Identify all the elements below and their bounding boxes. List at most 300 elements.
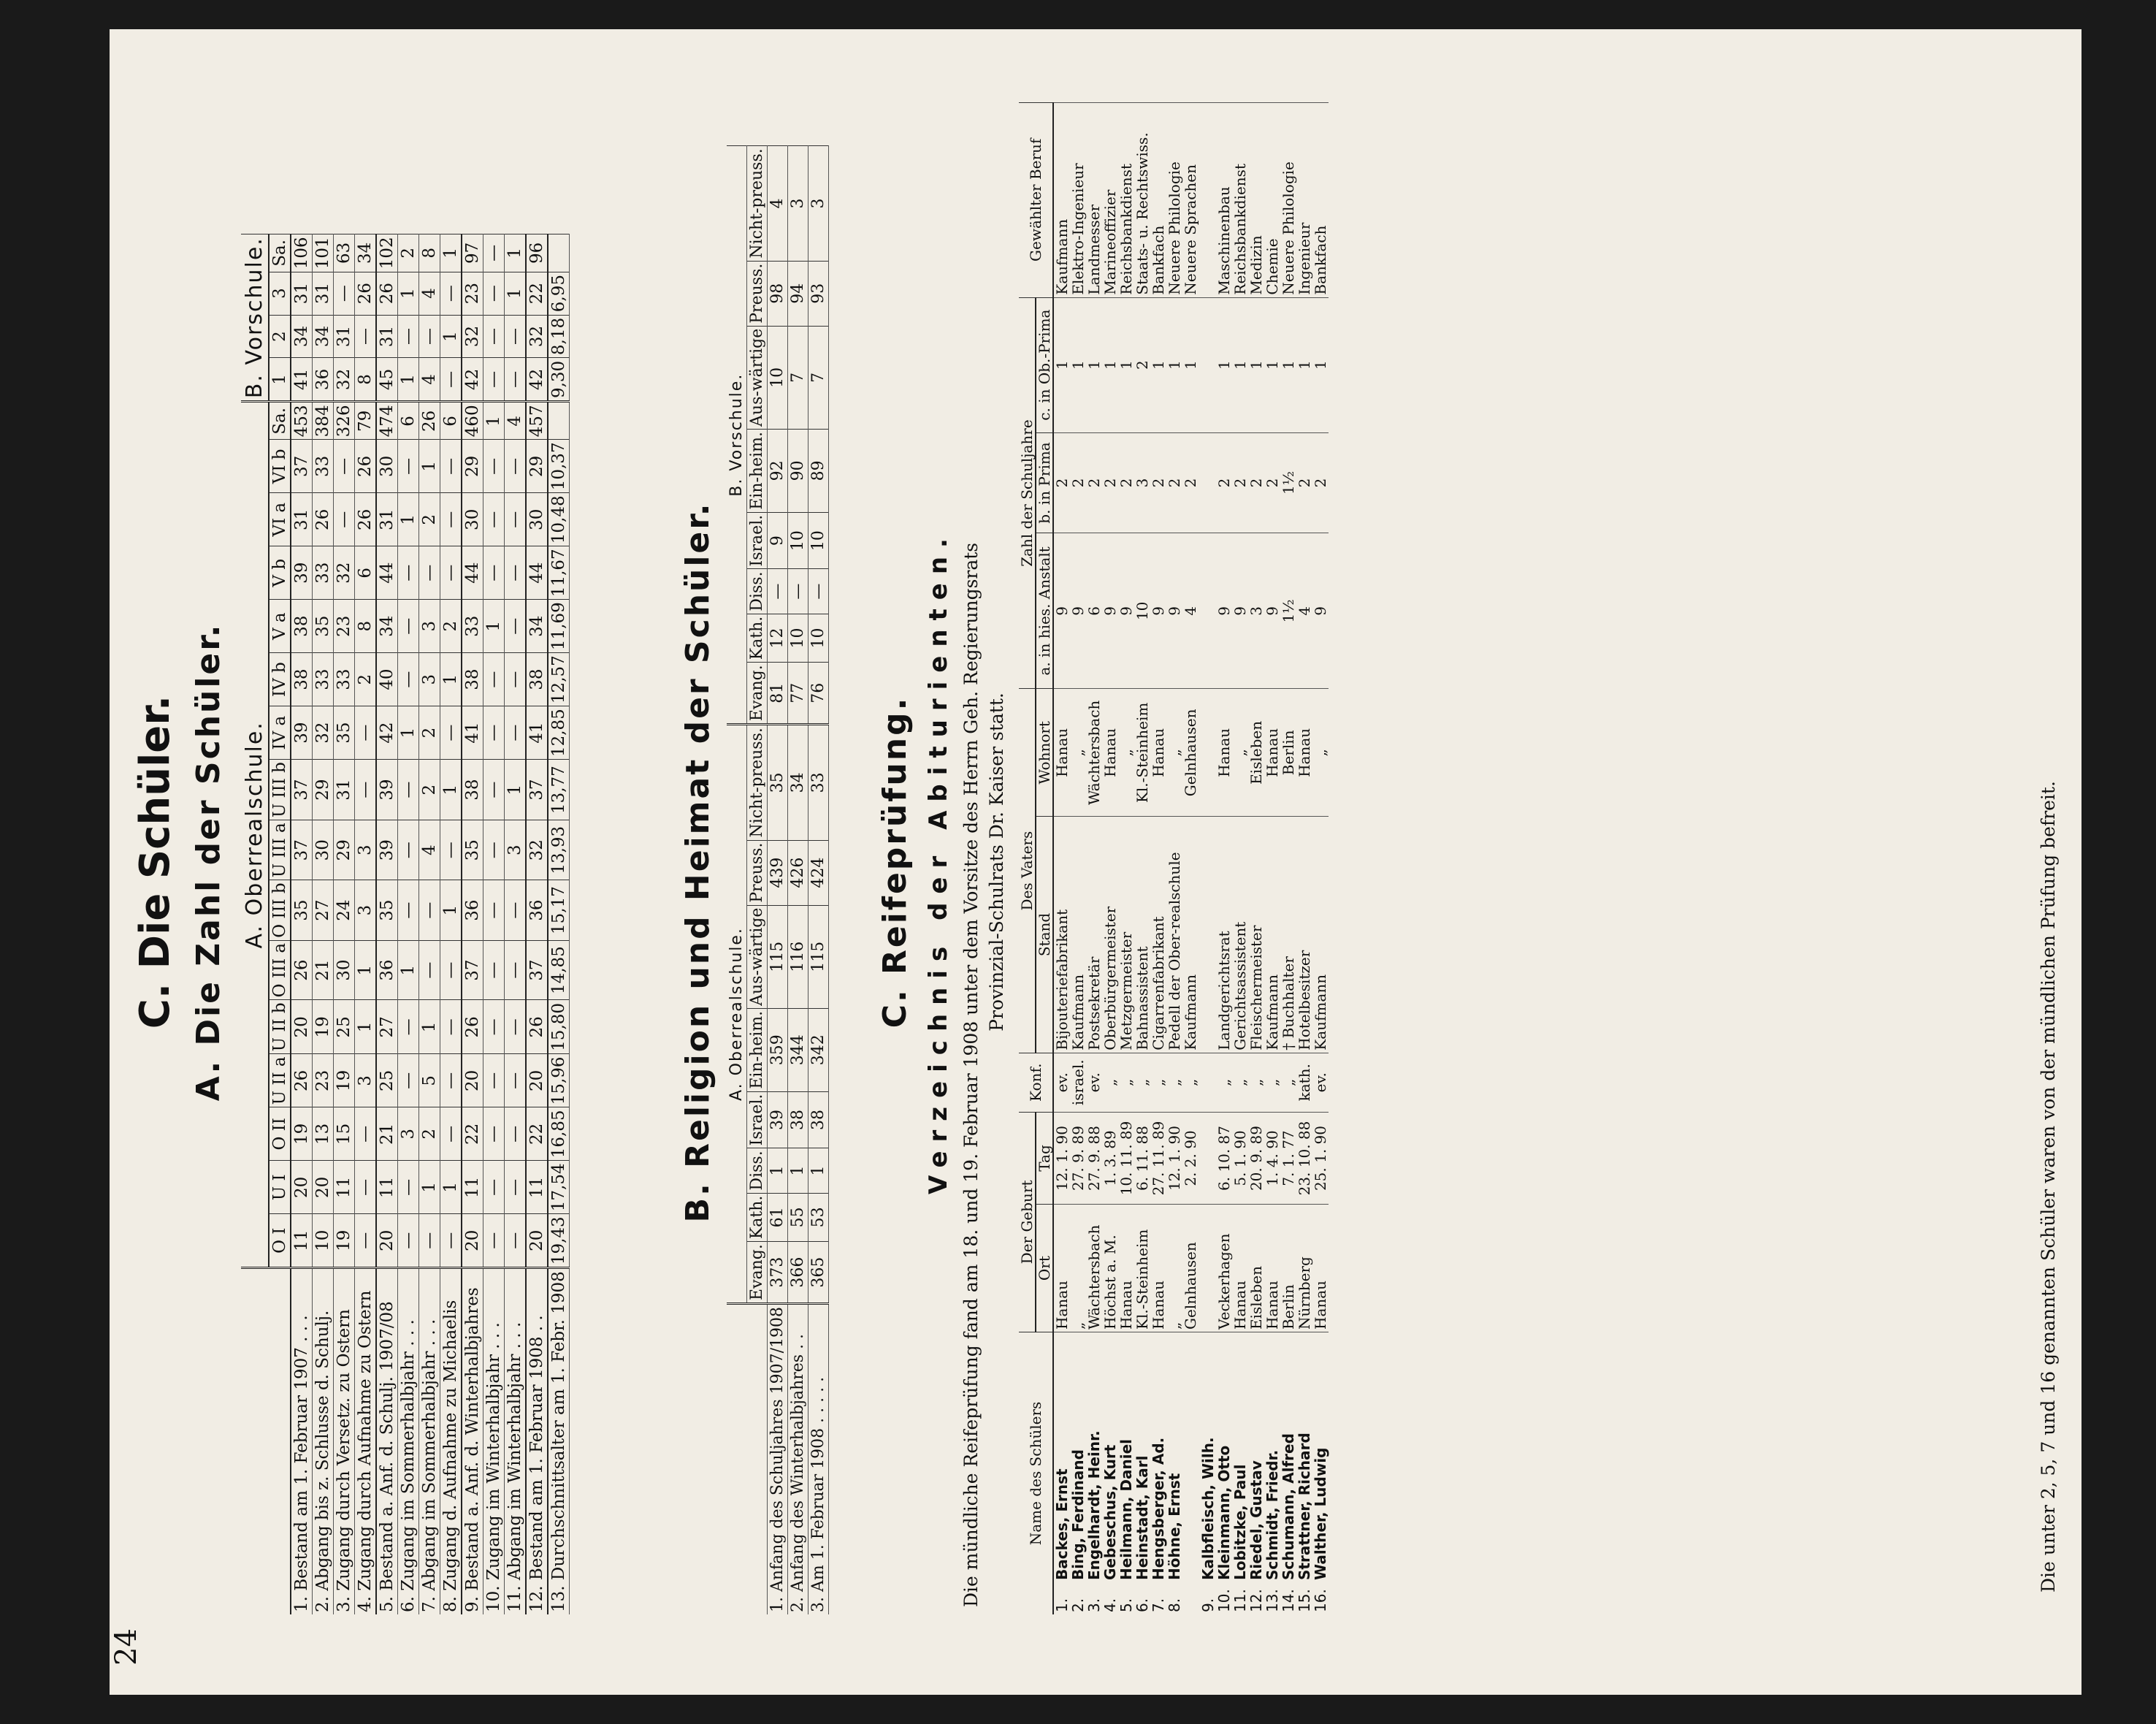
cell: — — [355, 1214, 377, 1268]
cell: 3 — [419, 653, 440, 706]
cell: 93 — [808, 261, 829, 326]
cell: 1 — [440, 1161, 462, 1214]
cell: 6 — [440, 402, 462, 440]
years-prima: 2 — [1053, 432, 1070, 533]
col-prima: b. in Prima — [1036, 432, 1053, 533]
table-religion-heimat — [727, 145, 829, 1614]
table-row — [505, 234, 527, 1615]
cell: 10 — [808, 614, 829, 663]
cell: 20 — [376, 1214, 398, 1268]
cell: 81 — [768, 663, 788, 725]
a-col-header: U II a — [269, 1054, 291, 1107]
cell: — — [440, 706, 462, 760]
cell: 26 — [355, 440, 377, 493]
cell: 1 — [440, 880, 462, 941]
cell: 36 — [526, 880, 548, 941]
cell: 21 — [376, 1107, 398, 1161]
student-name-cell — [1264, 1332, 1280, 1615]
student-name-cell — [1280, 1332, 1296, 1615]
cell: 30 — [462, 493, 483, 546]
student-name: Engelhardt, Heinr. — [1085, 1430, 1103, 1580]
cell: 41 — [291, 358, 313, 402]
col-anstalt: a. in hies. Anstalt — [1036, 533, 1053, 689]
cell: 77 — [788, 663, 808, 725]
years-prima: 2 — [1070, 432, 1086, 533]
cell: — — [483, 1107, 505, 1161]
cell: 40 — [376, 653, 398, 706]
table-a-title: A. Die Zahl der Schüler. — [190, 622, 227, 1102]
father-occupation: Landgerichtsrat — [1216, 817, 1232, 1053]
student-name-cell — [1150, 1332, 1166, 1615]
birth-place: Höchst a. M. — [1102, 1205, 1118, 1332]
cell: 17,54 — [548, 1161, 570, 1214]
cell: 344 — [788, 1008, 808, 1091]
residence: „ — [1166, 689, 1182, 817]
cell: 11 — [462, 1161, 483, 1214]
cell: 1 — [398, 272, 419, 315]
confession: „ — [1102, 1053, 1118, 1112]
birth-date: 20. 9. 89 — [1248, 1112, 1264, 1204]
cell: 13,77 — [548, 760, 570, 820]
cell: 15,80 — [548, 1000, 570, 1054]
student-name: Schmidt, Friedr. — [1264, 1449, 1281, 1580]
residence: „ — [1232, 689, 1248, 817]
a-col-header: 3 — [269, 272, 291, 315]
b-col-header: Aus-wärtige — [747, 905, 768, 1008]
cell: 14,85 — [548, 940, 570, 1000]
cell: 11 — [334, 1161, 355, 1214]
student-name: Heilmann, Daniel — [1117, 1439, 1135, 1580]
father-occupation: Fleischermeister — [1248, 817, 1264, 1053]
cell: — — [398, 1161, 419, 1214]
cell: 34 — [355, 234, 377, 272]
cell: 42 — [462, 358, 483, 402]
cell: — — [440, 1000, 462, 1054]
cell: 34 — [313, 315, 334, 358]
cell: 29 — [462, 440, 483, 493]
years-obprima: 2 — [1134, 297, 1150, 432]
cell: 11,67 — [548, 546, 570, 600]
table-row — [1264, 103, 1280, 1615]
residence: „ — [1312, 689, 1329, 817]
student-name: Lobitzke, Paul — [1231, 1464, 1249, 1580]
cell: 26 — [313, 493, 334, 546]
cell: — — [483, 234, 505, 272]
cell: 38 — [462, 760, 483, 820]
chosen-career: Neuere Sprachen — [1182, 103, 1216, 298]
row-label: 5. Bestand a. Anf. d. Schulj. 1907/08 — [376, 1268, 398, 1614]
cell: 1 — [788, 1148, 808, 1193]
col-stand: Stand — [1036, 817, 1053, 1053]
b-col-header: Kath. — [747, 614, 768, 663]
birth-place: Berlin — [1280, 1205, 1296, 1332]
cell: — — [505, 1054, 527, 1107]
confession: „ — [1248, 1053, 1264, 1112]
cell: 3 — [355, 820, 377, 880]
chosen-career: Bankfach — [1312, 103, 1329, 298]
cell: 3 — [355, 880, 377, 941]
student-name: Bing, Ferdinand — [1069, 1449, 1087, 1580]
cell: 35 — [291, 880, 313, 941]
b-group-vorschule: B. Vorschule. — [727, 146, 747, 725]
cell: 20 — [291, 1000, 313, 1054]
rotated-page-content — [110, 29, 2082, 1695]
cell: 37 — [291, 760, 313, 820]
confession: ev. — [1053, 1053, 1070, 1112]
cell: — — [483, 440, 505, 493]
cell: — — [483, 272, 505, 315]
student-number: 12. — [1247, 1589, 1265, 1612]
table-b-title: B. Religion und Heimat der Schüler. — [679, 501, 716, 1223]
table-row — [768, 146, 788, 1614]
a-col-header: U II b — [269, 1000, 291, 1054]
cell: 11 — [291, 1214, 313, 1268]
student-number: 10. — [1215, 1589, 1233, 1612]
a-col-header: IV a — [269, 706, 291, 760]
cell: — — [505, 600, 527, 653]
intro-line-2: Provinzial-Schulrats Dr. Kaiser statt. — [986, 693, 1007, 1031]
b-col-header: Diss. — [747, 1148, 768, 1193]
a-col-header: V b — [269, 546, 291, 600]
cell: 5 — [419, 1054, 440, 1107]
father-occupation: Kaufmann — [1070, 817, 1086, 1053]
student-number: 5. — [1117, 1598, 1135, 1612]
cell: — — [483, 1000, 505, 1054]
chosen-career: Neuere Philologie — [1166, 103, 1182, 298]
cell: 33 — [313, 653, 334, 706]
a-col-header: U I — [269, 1161, 291, 1214]
cell: 9,30 — [548, 358, 570, 402]
cell: 424 — [808, 840, 829, 905]
student-number: 6. — [1134, 1598, 1151, 1612]
cell: 33 — [313, 546, 334, 600]
cell: 33 — [808, 725, 829, 840]
years-school: 9 — [1216, 533, 1232, 689]
cell: 37 — [462, 940, 483, 1000]
table-row — [483, 234, 505, 1615]
b-col-header: Aus-wärtige — [747, 326, 768, 429]
cell: — — [483, 706, 505, 760]
cell: 92 — [768, 429, 788, 512]
col-tag: Tag — [1036, 1112, 1053, 1204]
years-obprima: 1 — [1182, 297, 1216, 432]
cell: — — [483, 1161, 505, 1214]
cell: — — [483, 358, 505, 402]
chosen-career: Marineoffizier — [1102, 103, 1118, 298]
cell: 19,43 — [548, 1214, 570, 1268]
table-row — [1216, 103, 1232, 1615]
table-row — [1102, 103, 1118, 1615]
cell: — — [398, 440, 419, 493]
birth-date: 2. 2. 90 — [1182, 1112, 1216, 1204]
table-row — [334, 234, 355, 1615]
cell — [548, 402, 570, 440]
years-prima: 2 — [1150, 432, 1166, 533]
cell: 35 — [334, 706, 355, 760]
student-name-cell — [1216, 1332, 1232, 1615]
birth-date: 1. 4. 90 — [1264, 1112, 1280, 1204]
cell: 10 — [768, 326, 788, 429]
years-prima: 2 — [1312, 432, 1329, 533]
cell: — — [440, 1214, 462, 1268]
cell: — — [440, 493, 462, 546]
birth-place: Eisleben — [1248, 1205, 1264, 1332]
table-row — [526, 234, 548, 1615]
cell: — — [483, 493, 505, 546]
cell: 90 — [788, 429, 808, 512]
table-row — [1296, 103, 1312, 1615]
cell: 3 — [788, 146, 808, 261]
cell: 21 — [313, 940, 334, 1000]
b-col-header: Nicht-preuss. — [747, 725, 768, 840]
residence: „ — [1070, 689, 1086, 817]
cell: 2 — [419, 493, 440, 546]
table-row — [788, 146, 808, 1614]
cell: 1 — [505, 272, 527, 315]
cell: — — [440, 1054, 462, 1107]
cell: 10,37 — [548, 440, 570, 493]
chosen-career: Staats- u. Rechtswiss. — [1134, 103, 1150, 298]
birth-date: 10. 11. 89 — [1118, 1112, 1134, 1204]
cell: — — [440, 272, 462, 315]
chosen-career: Bankfach — [1150, 103, 1166, 298]
cell: 44 — [376, 546, 398, 600]
cell: 44 — [526, 546, 548, 600]
table-row — [1070, 103, 1086, 1615]
table-row — [1086, 103, 1102, 1615]
cell: 20 — [462, 1214, 483, 1268]
table-row — [291, 234, 313, 1615]
birth-date: 6. 10. 87 — [1216, 1112, 1232, 1204]
father-occupation: Hotelbesitzer — [1296, 817, 1312, 1053]
birth-date: 1. 3. 89 — [1102, 1112, 1118, 1204]
birth-date: 27. 11. 89 — [1150, 1112, 1166, 1204]
years-obprima: 1 — [1070, 297, 1086, 432]
col-geburt: Der Geburt — [1019, 1112, 1036, 1332]
b-col-header: Ein-heim. — [747, 1008, 768, 1091]
cell: 12,57 — [548, 653, 570, 706]
cell: 20 — [526, 1214, 548, 1268]
birth-place: Hanau — [1150, 1205, 1166, 1332]
cell: 20 — [313, 1161, 334, 1214]
cell: 34 — [526, 600, 548, 653]
cell: — — [440, 546, 462, 600]
a-col-header: U III b — [269, 760, 291, 820]
father-occupation: Kaufmann — [1182, 817, 1216, 1053]
birth-date: 25. 1. 90 — [1312, 1112, 1329, 1204]
cell: 2 — [419, 1107, 440, 1161]
row-label: 3. Zugang durch Versetz. zu Ostern — [334, 1268, 355, 1614]
row-label: 2. Abgang bis z. Schlusse d. Schulj. — [313, 1268, 334, 1614]
years-obprima: 1 — [1118, 297, 1134, 432]
cell: 3 — [398, 1107, 419, 1161]
row-label: 4. Zugang durch Aufnahme zu Ostern — [355, 1268, 377, 1614]
cell: 27 — [376, 1000, 398, 1054]
cell: 32 — [334, 358, 355, 402]
table-row — [548, 234, 570, 1615]
cell: 27 — [313, 880, 334, 941]
birth-place: Hanau — [1053, 1205, 1070, 1332]
table-b-corner — [727, 1303, 768, 1614]
cell: 29 — [526, 440, 548, 493]
chosen-career: Elektro-Ingenieur — [1070, 103, 1086, 298]
student-name: Kalbfleisch, Wilh. — [1199, 1437, 1217, 1580]
table-row — [462, 234, 483, 1615]
cell: 4 — [505, 402, 527, 440]
table-c-title: C. Reifeprüfung. — [876, 695, 914, 1029]
years-prima: 2 — [1102, 432, 1118, 533]
years-school: 1½ — [1280, 533, 1296, 689]
cell: 53 — [808, 1193, 829, 1242]
cell: 11,69 — [548, 600, 570, 653]
cell: 10 — [788, 614, 808, 663]
group-vorschule: B. Vorschule. — [241, 234, 269, 402]
cell: 35 — [313, 600, 334, 653]
cell: — — [419, 315, 440, 358]
cell: 30 — [376, 440, 398, 493]
student-number: 14. — [1280, 1589, 1297, 1612]
years-school: 6 — [1086, 533, 1102, 689]
residence: Berlin — [1280, 689, 1296, 817]
cell: — — [505, 706, 527, 760]
cell: 6,95 — [548, 272, 570, 315]
cell: — — [808, 569, 829, 614]
cell: 1 — [440, 653, 462, 706]
cell: — — [505, 653, 527, 706]
years-obprima: 1 — [1296, 297, 1312, 432]
residence: Hanau — [1216, 689, 1232, 817]
cell: 2 — [440, 600, 462, 653]
cell: — — [398, 600, 419, 653]
cell: 8 — [355, 358, 377, 402]
cell: 13 — [313, 1107, 334, 1161]
student-name: Gebeschus, Kurt — [1101, 1444, 1119, 1580]
cell: — — [398, 760, 419, 820]
cell: 22 — [462, 1107, 483, 1161]
cell: 29 — [334, 820, 355, 880]
cell: 35 — [768, 725, 788, 840]
cell: 19 — [334, 1214, 355, 1268]
b-col-header: Preuss. — [747, 261, 768, 326]
birth-place: Hanau — [1264, 1205, 1280, 1332]
cell: 98 — [768, 261, 788, 326]
cell: 6 — [398, 402, 419, 440]
cell: 38 — [291, 653, 313, 706]
father-occupation: Pedell der Ober-realschule — [1166, 817, 1182, 1053]
b-col-header: Preuss. — [747, 840, 768, 905]
years-school: 9 — [1264, 533, 1280, 689]
years-prima: 2 — [1166, 432, 1182, 533]
cell: 36 — [313, 358, 334, 402]
cell: 1 — [398, 706, 419, 760]
cell: 342 — [808, 1008, 829, 1091]
cell: 34 — [788, 725, 808, 840]
cell: 10,48 — [548, 493, 570, 546]
cell: 2 — [355, 653, 377, 706]
cell: 7 — [788, 326, 808, 429]
cell: — — [505, 546, 527, 600]
cell: — — [483, 546, 505, 600]
a-col-header: IV b — [269, 653, 291, 706]
birth-date: 12. 1. 90 — [1053, 1112, 1070, 1204]
father-occupation: Oberbürgermeister — [1102, 817, 1118, 1053]
father-occupation: Kaufmann — [1264, 817, 1280, 1053]
a-col-header: 1 — [269, 358, 291, 402]
cell: 45 — [376, 358, 398, 402]
cell: — — [505, 440, 527, 493]
birth-place: Wächtersbach — [1086, 1205, 1102, 1332]
cell: 39 — [768, 1091, 788, 1148]
cell: 41 — [526, 706, 548, 760]
student-name: Backes, Ernst — [1053, 1468, 1071, 1580]
student-name-cell — [1053, 1332, 1070, 1615]
row-label: 3. Am 1. Februar 1908 . . . . . — [808, 1303, 829, 1614]
cell: 38 — [788, 1091, 808, 1148]
cell: 1 — [808, 1148, 829, 1193]
cell: — — [505, 1214, 527, 1268]
birth-place: Gelnhausen — [1182, 1205, 1216, 1332]
cell: — — [355, 315, 377, 358]
years-obprima: 1 — [1102, 297, 1118, 432]
chosen-career: Reichsbankdienst — [1232, 103, 1248, 298]
residence: Wächtersbach — [1086, 689, 1102, 817]
b-col-header: Israel. — [747, 512, 768, 569]
cell: 1 — [355, 940, 377, 1000]
cell: 32 — [313, 706, 334, 760]
table-row — [376, 234, 398, 1615]
confession: „ — [1232, 1053, 1248, 1112]
cell: 37 — [291, 440, 313, 493]
cell: 15 — [334, 1107, 355, 1161]
birth-place: Hanau — [1118, 1205, 1134, 1332]
cell: 11 — [376, 1161, 398, 1214]
cell: 10 — [808, 512, 829, 569]
cell: 2 — [419, 706, 440, 760]
student-number: 7. — [1150, 1598, 1167, 1612]
birth-date: 27. 9. 89 — [1070, 1112, 1086, 1204]
b-group-oberrealschule: A. Oberrealschule. — [727, 725, 747, 1304]
years-school: 9 — [1150, 533, 1166, 689]
cell: 460 — [462, 402, 483, 440]
cell: — — [398, 820, 419, 880]
cell: 34 — [376, 600, 398, 653]
table-row — [355, 234, 377, 1615]
father-occupation: † Buchhalter — [1280, 817, 1296, 1053]
a-col-header: VI a — [269, 493, 291, 546]
a-col-header: U III a — [269, 820, 291, 880]
scanned-page — [110, 29, 2082, 1695]
confession: „ — [1150, 1053, 1166, 1112]
cell: — — [398, 546, 419, 600]
cell: 61 — [768, 1193, 788, 1242]
row-label: 11. Abgang im Winterhalbjahr . . . — [505, 1268, 527, 1614]
cell: — — [440, 358, 462, 402]
cell: 102 — [376, 234, 398, 272]
col-ort: Ort — [1036, 1205, 1053, 1332]
residence: Kl.-Steinheim — [1134, 689, 1150, 817]
student-name-cell — [1296, 1332, 1312, 1615]
cell: 101 — [313, 234, 334, 272]
father-occupation: Kaufmann — [1312, 817, 1329, 1053]
cell: 31 — [376, 315, 398, 358]
student-name: Heinstadt, Karl — [1134, 1455, 1151, 1580]
residence: „ — [1118, 689, 1134, 817]
cell: 1 — [419, 440, 440, 493]
student-number: 9. — [1199, 1598, 1217, 1612]
cell: 426 — [788, 840, 808, 905]
cell: 31 — [313, 272, 334, 315]
cell: — — [355, 1161, 377, 1214]
